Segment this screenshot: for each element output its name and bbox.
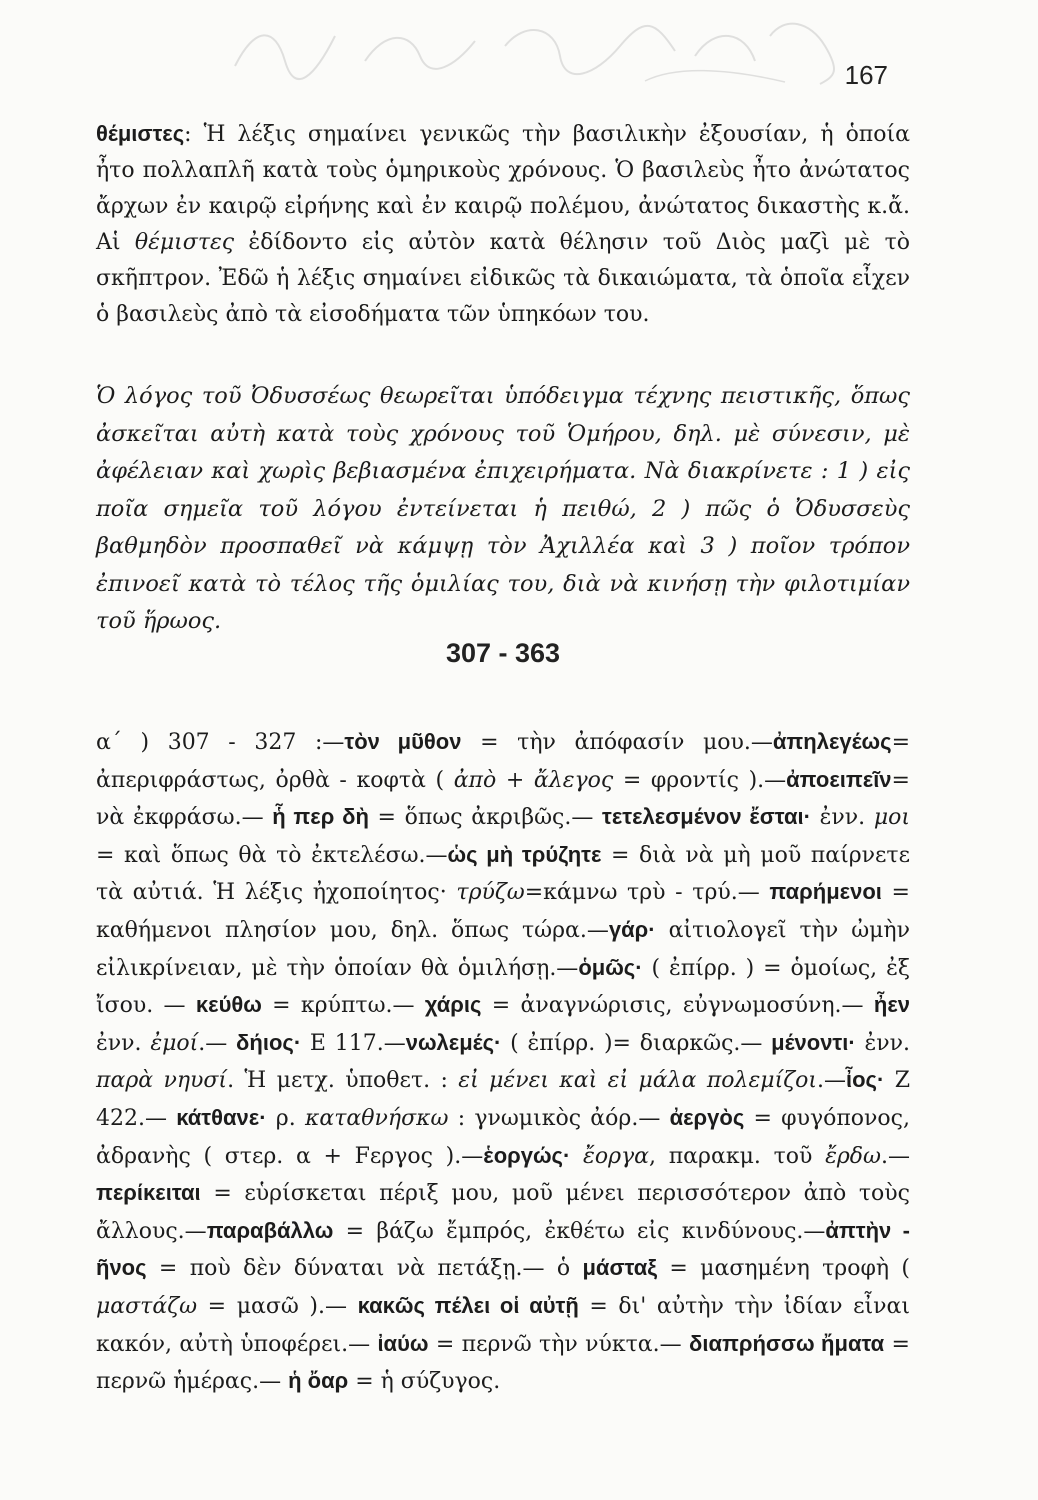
headword: ἶος· <box>846 1067 885 1093</box>
headword: χάρις <box>424 992 482 1018</box>
italic-term: εἰ μένει καὶ εἰ μάλα πολεμίζοι <box>458 1068 817 1094</box>
headword: κάτθανε· <box>176 1104 267 1130</box>
paragraph-speech-analysis: Ὁ λόγος τοῦ Ὀδυσσέως θεωρεῖται ὑπόδειγμα τέχνης πειστικῆς, ὅπως ἀσκεῖται αὐτὴ κατὰ τοὺς χρόνους τοῦ Ὁμήρου, δηλ. μὲ σύνεσιν, μὲ ἀφέλειαν καὶ χωρὶς βεβιασμένα ἐπιχειρήματα. Νὰ διακρίνετε : 1 ) εἰς ποῖα σημεῖα τοῦ λόγου ἐντείνεται ἡ πειθώ, 2 ) πῶς ὁ Ὀδυσσεὺς βαθμηδὸν προσπαθεῖ νὰ κάμψῃ τὸν Ἀχιλλέα καὶ 3 ) ποῖον τρόπον ἐπινοεῖ κατὰ τὸ τέλος τῆς ὁμιλίας του, διὰ νὰ κινήσῃ τὴν φιλοτιμίαν τοῦ ἥρωος. <box>96 383 910 634</box>
italic-term: θέμιστες <box>134 230 235 255</box>
headword: ἑοργώς· <box>483 1142 571 1168</box>
note-text: = τὴν ἀπόφασίν μου.— <box>461 730 773 755</box>
headword: νωλεμές· <box>405 1029 502 1055</box>
note-text: = μασημένη τροφὴ ( <box>657 1256 910 1282</box>
note-text: .— <box>881 1143 910 1169</box>
note-text: = κρύπτω.— <box>261 993 425 1019</box>
headword: μάσταξ <box>582 1255 658 1281</box>
headword: κεύθω <box>195 992 262 1018</box>
note-text <box>570 1144 583 1169</box>
note-text: = βάζω ἔμπρός, ἐκθέτω εἰς κινδύνους.— <box>333 1218 826 1244</box>
headword: ἀπηλεγέως <box>772 729 892 754</box>
headword: ἰαύω <box>377 1330 429 1356</box>
italic-term: μαστάζω <box>96 1293 198 1319</box>
italic-term: ἐμοί <box>150 1030 199 1056</box>
note-text: = ποὺ δὲν δύναται νὰ πετάξῃ.— ὁ <box>146 1256 583 1282</box>
faint-pencil-scribble <box>225 6 845 88</box>
note-text: = νὰ ἐκφράσω.— <box>96 767 910 831</box>
note-text: ἐνν. <box>810 805 874 831</box>
headword: παρήμενοι <box>769 879 882 905</box>
note-text: .— <box>198 1030 237 1056</box>
note-text: α΄ ) 307 - 327 :— <box>96 730 345 755</box>
note-text: =κάμνω τρὺ - τρύ.— <box>524 880 770 906</box>
italic-term: μοι <box>873 805 910 831</box>
italic-term: ἀπὸ + ἄλεγος <box>453 767 614 793</box>
note-text: = εὑρίσκεται πέριξ μου, μοῦ μένει περισσότερον ἀπὸ τοὺς ἄλλους.— <box>96 1181 910 1244</box>
note-text: = ὅπως ἀκριβῶς.— <box>368 805 603 831</box>
italic-term: τρύζω <box>456 880 525 906</box>
headword: ὡς μὴ τρύζητε <box>447 841 602 867</box>
note-text: , παρακμ. τοῦ <box>649 1143 826 1169</box>
note-text: ( ἐπίρρ. )= διαρκῶς.— <box>501 1030 772 1056</box>
note-text: = καθήμενοι πλησίον μου, δηλ. ὅπως τώρα.— <box>96 880 910 943</box>
headword: κακῶς πέλει οἱ αὐτῇ <box>357 1292 579 1318</box>
note-text: ἐνν. <box>855 1030 911 1056</box>
headword: θέμιστες <box>96 121 185 146</box>
italic-term: παρὰ νηυσί <box>96 1068 228 1094</box>
headword: μένοντι· <box>771 1029 856 1055</box>
commentary-notes <box>96 724 910 1401</box>
note-text: = διὰ νὰ μὴ μοῦ παίρνετε τὰ αὐτιά. Ἡ λέξις ἠχοποίητος· <box>96 842 911 906</box>
note-text: .— <box>817 1068 846 1094</box>
headword: ἀπτὴν - ῆνος <box>96 1217 910 1281</box>
headword: τὸν μῦθον <box>344 729 462 754</box>
headword: ἧ περ δὴ <box>272 804 369 830</box>
italic-term: ἔρδω <box>825 1143 881 1169</box>
note-text: ἐνν. <box>96 1030 151 1056</box>
paragraph-text: : Ἡ λέξις σημαίνει γενικῶς τὴν βασιλικὴν ἐξουσίαν, ἡ ὁποία ἦτο πολλαπλῆ κατὰ τοὺς ὁμηρικοὺς χρόνους. Ὁ βασιλεὺς ἦτο ἀνώτατος ἄρχων ἐν καιρῷ εἰρήνης καὶ ἐν καιρῷ πολέμου, ἀνώτατος δικαστὴς κ.ἄ. Αἱ <box>96 122 910 255</box>
note-text: = περνῶ τὴν νύκτα.— <box>428 1331 690 1357</box>
headword: γάρ· <box>608 916 656 942</box>
note-text: = περνῶ ἡμέρας.— <box>96 1331 910 1395</box>
page-number: 167 <box>844 60 888 90</box>
note-text: = φυγόπονος, ἀδρανὴς ( στερ. α + Fεργος ).— <box>96 1105 910 1169</box>
italic-term: ἔοργα <box>583 1143 650 1169</box>
note-text: ρ. <box>266 1105 305 1131</box>
note-text: . Ἡ μετχ. ὑποθετ. : <box>227 1068 459 1094</box>
note-text: αἰτιολογεῖ τὴν ὠμὴν εἰλικρίνειαν, μὲ τὴν ὁποίαν θὰ ὁμιλήσῃ.— <box>96 917 910 981</box>
note-text: Ζ 422.— <box>96 1068 910 1131</box>
headword: τετελεσμένον ἔσται· <box>602 804 811 830</box>
headword: ἀποειπεῖν <box>786 766 892 792</box>
note-text: = φροντίς ).— <box>613 767 787 793</box>
note-text: Ε 117.— <box>301 1030 406 1056</box>
paragraph-themistes <box>96 116 910 333</box>
note-text: ( ἐπίρρ. ) = ὁμοίως, ἐξ ἴσου. — <box>96 955 910 1019</box>
headword: ἀεργὸς <box>669 1104 745 1130</box>
note-text: : γνωμικὸς ἀόρ.— <box>448 1105 670 1131</box>
headword: διαπρήσσω ἤματα <box>689 1330 885 1356</box>
note-text: = καὶ ὅπως θὰ τὸ ἐκτελέσω.— <box>96 842 448 868</box>
headword: περίκειται <box>96 1180 201 1206</box>
note-text: = ἡ σύζυγος. <box>348 1369 501 1395</box>
paragraph-text: ἐδίδοντο εἰς αὐτὸν κατὰ θέλησιν τοῦ Διὸς μαζὶ μὲ τὸ σκῆπτρον. Ἐδῶ ἡ λέξις σημαίνει εἰδικῶς τὰ δικαιώματα, τὰ ὁποῖα εἶχεν ὁ βασιλεὺς ἀπὸ τὰ εἰσοδήματα τῶν ὑπηκόων του. <box>96 230 911 327</box>
note-text: = ἀναγνώρισις, εὐγνωμοσύνη.— <box>481 993 874 1019</box>
headword: ἡ ὄαρ <box>288 1368 349 1394</box>
headword: παραβάλλω <box>206 1217 334 1243</box>
section-heading: 307 - 363 <box>445 638 561 668</box>
headword: δήιος· <box>236 1029 302 1055</box>
note-text: = δι' αὐτὴν τὴν ἰδίαν εἶναι κακόν, αὐτὴ ὑποφέρει.— <box>96 1293 911 1357</box>
headword: ἦεν <box>873 992 910 1018</box>
italic-term: καταθνήσκω <box>304 1105 449 1131</box>
headword: ὁμῶς· <box>578 954 643 980</box>
note-text: = ἀπεριφράστως, ὀρθὰ - κοφτὰ ( <box>96 730 911 793</box>
note-text: = μασῶ ).— <box>197 1293 358 1319</box>
